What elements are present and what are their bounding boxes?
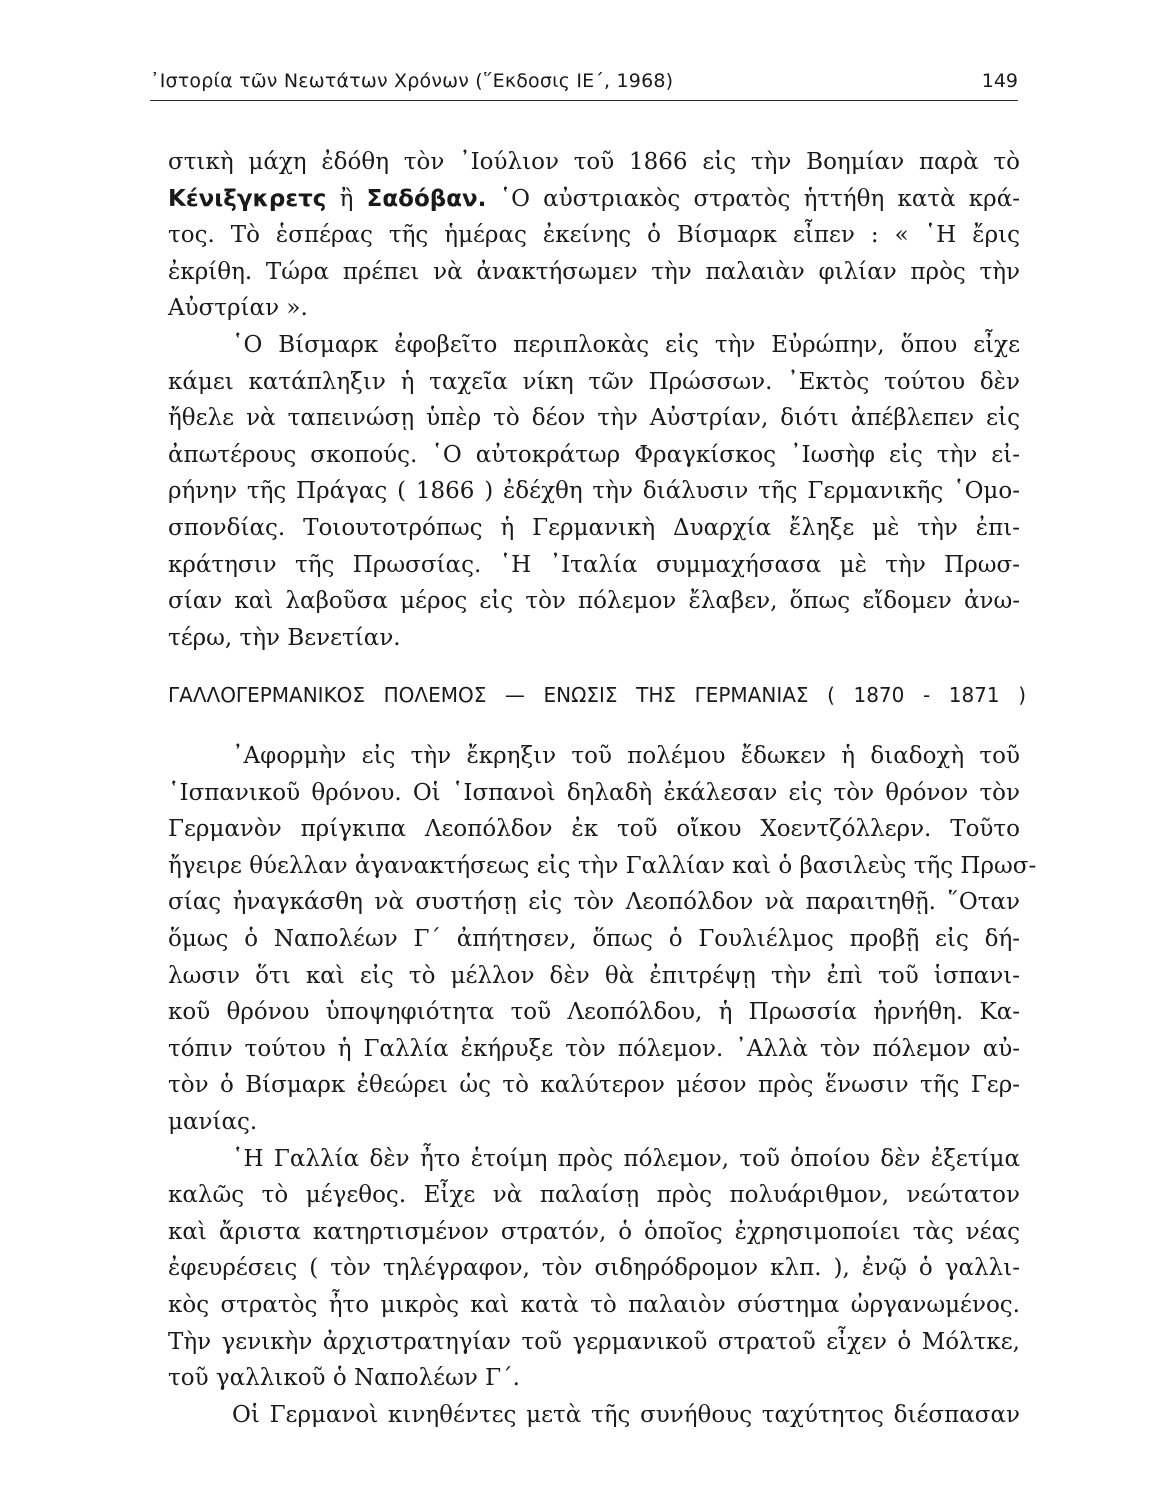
text-line: καὶ ἄριστα κατηρτισμένον στρατόν, ὁ ὁποῖος ἐχρησιμοποίει τὰς νέας (168, 1218, 1020, 1245)
place-name-bold: Κένιξγκρετς (168, 185, 327, 212)
text-line: Αὐστρίαν ». (168, 295, 308, 322)
text-line: κοῦ θρόνου ὑποψηφιότητα τοῦ Λεοπόλδου, ἡ Πρωσσία ἠρνήθη. Κα- (168, 999, 1020, 1026)
text-line: τόπιν τούτου ἡ Γαλλία ἐκήρυξε τὸν πόλεμον. ᾿Αλλὰ τὸν πόλεμον αὐ- (168, 1035, 1020, 1062)
text-block-franco-prussian-war (168, 738, 1037, 1433)
text-line: ἐφευρέσεις ( τὸν τηλέγραφον, τὸν σιδηρόδρομον κλπ. ), ἐνῷ ὁ γαλλι- (168, 1255, 1020, 1282)
text-line: λωσιν ὅτι καὶ εἰς τὸ μέλλον δὲν θὰ ἐπιτρέψῃ τὴν ἐπὶ τοῦ ἱσπανι- (168, 962, 1020, 989)
running-title: ᾿Ιστορία τῶν Νεωτάτων Χρόνων (῞Εκδοσις ΙΕ΄, 1968) (150, 70, 674, 92)
text-line: σίαν καὶ λαβοῦσα μέρος εἰς τὸν πόλεμον ἔλαβεν, ὅπως εἴδομεν ἀνω- (168, 588, 1020, 615)
running-head (150, 66, 1018, 101)
text-line: ὅμως ὁ Ναπολέων Γ΄ ἀπήτησεν, ὅπως ὁ Γουλιέλμος προβῇ εἰς δή- (168, 925, 1020, 952)
text-line: μανίας. (168, 1108, 258, 1135)
place-name-bold: Σαδόβαν. (366, 185, 487, 212)
text-line: σίας ἠναγκάσθη νὰ συστήσῃ εἰς τὸν Λεοπόλδον νὰ παραιτηθῇ. ῞Οταν (168, 889, 1020, 916)
text-line: τος. Τὸ ἑσπέρας τῆς ἡμέρας ἐκείνης ὁ Βίσμαρκ εἶπεν : « ῾Η ἔρις (168, 222, 1020, 249)
text-line: τοῦ γαλλικοῦ ὁ Ναπολέων Γ΄. (168, 1365, 520, 1392)
text-line: κὸς στρατὸς ἦτο μικρὸς καὶ κατὰ τὸ παλαιὸν σύστημα ὠργανωμένος. (168, 1291, 1020, 1318)
text-line: κράτησιν τῆς Πρωσσίας. ῾Η ᾿Ιταλία συμμαχήσασα μὲ τὴν Πρωσ- (168, 551, 1020, 578)
text-line: καλῶς τὸ μέγεθος. Εἶχε νὰ παλαίσῃ πρὸς πολυάριθμον, νεώτατον (168, 1182, 1020, 1209)
text-line: κάμει κατάπληξιν ἡ ταχεῖα νίκη τῶν Πρώσσων. ᾿Εκτὸς τούτου δὲν (168, 368, 1020, 395)
text-line: στικὴ μάχη ἐδόθη τὸν ᾿Ιούλιον τοῦ 1866 εἰς τὴν Βοημίαν παρὰ τὸ (168, 149, 1020, 175)
text-line: σπονδίας. Τοιουτοτρόπως ἡ Γερμανικὴ Δυαρχία ἔληξε μὲ τὴν ἐπι- (168, 514, 1020, 541)
text-fragment: ἢ (326, 185, 367, 212)
text-line: Οἱ Γερμανοὶ κινηθέντες μετὰ τῆς συνήθους ταχύτητος διέσπασαν (232, 1401, 1020, 1428)
text-line: ᾿Αφορμὴν εἰς τὴν ἔκρηξιν τοῦ πολέμου ἔδωκεν ἡ διαδοχὴ τοῦ (232, 743, 1020, 769)
text-line: τέρω, τὴν Βενετίαν. (168, 624, 401, 651)
text-line: Τὴν γενικὴν ἀρχιστρατηγίαν τοῦ γερμανικοῦ στρατοῦ εἶχεν ὁ Μόλτκε, (168, 1328, 1020, 1355)
text-line: ῾Ο Βίσμαρκ ἐφοβεῖτο περιπλοκὰς εἰς τὴν Εὐρώπην, ὅπου εἶχε (232, 331, 1020, 358)
text-line (168, 181, 1020, 218)
text-fragment: ῾Ο αὐστριακὸς στρατὸς ἡττήθη κατὰ κρά- (486, 185, 1021, 212)
text-line: ἐκρίθη. Τώρα πρέπει νὰ ἀνακτήσωμεν τὴν παλαιὰν φιλίαν πρὸς τὴν (168, 258, 1020, 285)
text-line: ρήνην τῆς Πράγας ( 1866 ) ἐδέχθη τὴν διάλυσιν τῆς Γερμανικῆς ῾Ομο- (168, 478, 1020, 505)
text-line: τὸν ὁ Βίσμαρκ ἐθεώρει ὡς τὸ καλύτερον μέσον πρὸς ἕνωσιν τῆς Γερ- (168, 1072, 1020, 1099)
page-number: 149 (981, 70, 1018, 92)
text-line: ῾Ισπανικοῦ θρόνου. Οἱ ῾Ισπανοὶ δηλαδὴ ἐκάλεσαν εἰς τὸν θρόνον τὸν (168, 779, 1020, 806)
text-line: ῾Η Γαλλία δὲν ἦτο ἑτοίμη πρὸς πόλεμον, τοῦ ὁποίου δὲν ἐξετίμα (232, 1145, 1020, 1172)
section-heading: ΓΑΛΛΟΓΕΡΜΑΝΙΚΟΣ ΠΟΛΕΜΟΣ — ΕΝΩΣΙΣ ΤΗΣ ΓΕΡΜΑΝΙΑΣ ( 1870 - 1871 ) (168, 683, 1026, 707)
text-line: Γερμανὸν πρίγκιπα Λεοπόλδον ἐκ τοῦ οἴκου Χοεντζόλλερν. Τοῦτο (168, 816, 1020, 843)
text-line: ἤθελε νὰ ταπεινώσῃ ὑπὲρ τὸ δέον τὴν Αὐστρίαν, διότι ἀπέβλεπεν εἰς (168, 405, 1020, 432)
text-line: ἤγειρε θύελλαν ἀγανακτήσεως εἰς τὴν Γαλλίαν καὶ ὁ βασιλεὺς τῆς Πρωσ- (168, 852, 1037, 879)
text-block-bismarck-austria (168, 144, 1020, 656)
text-line: ἀπωτέρους σκοπούς. ῾Ο αὐτοκράτωρ Φραγκίσκος ᾿Ιωσὴφ εἰς τὴν εἰ- (168, 441, 1020, 468)
